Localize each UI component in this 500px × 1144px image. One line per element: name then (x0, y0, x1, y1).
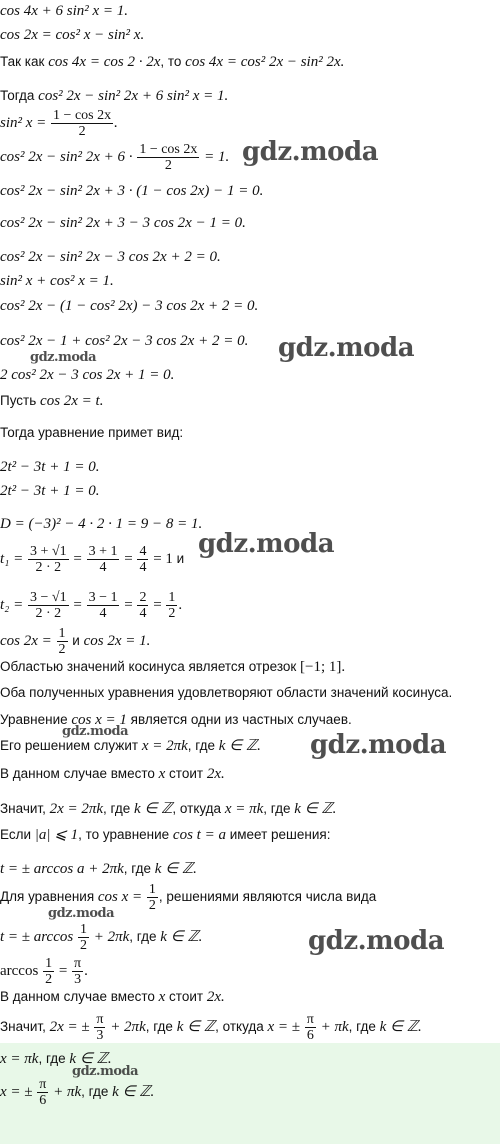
eq-line-21: cos 2x = $\frac{1}{2}$ и cos 2x = 1. (0, 626, 151, 657)
text-line-30: Для уравнения cos x = $\frac{1}{2}$ , решениями являются числа вида (0, 882, 377, 913)
eq-line-2: cos 2x = cos² x − sin² x. (0, 27, 145, 43)
watermark-logo: gdz.moda (242, 137, 379, 167)
eq-line-6: cos² 2x − sin² 2x + 6 · $\frac{1 - \cos 2x}{2}$ = 1. (0, 142, 230, 173)
text-line-27: Значит, 2x = 2πk, где k ∈ ℤ, откуда x = πk, где k ∈ ℤ. (0, 801, 337, 817)
fraction: $\frac{1 - \cos 2x}{2}$ (53, 108, 112, 139)
eq-line-12: cos² 2x − 1 + cos² 2x − 3 cos 2x + 2 = 0. (0, 333, 249, 349)
text-line-25: Его решением служит x = 2πk, где k ∈ ℤ. (0, 738, 261, 754)
text-line-14: Пусть cos 2x = t. (0, 393, 104, 409)
text-line-34: Значит, 2x = ± $\frac{\pi}{3}$ + 2πk, где k ∈ ℤ, откуда x = ± $\frac{\pi}{6}$ + πk, где k ∈ ℤ. (0, 1012, 422, 1043)
watermark-logo: gdz.moda (30, 350, 97, 365)
text-line-4: Тогда cos² 2x − sin² 2x + 6 sin² x = 1. (0, 88, 229, 104)
text-line-28: Если |a| ⩽ 1, то уравнение cos t = a имеет решения: (0, 827, 331, 843)
watermark-logo: gdz.moda (278, 333, 415, 363)
eq-line-17: 2t² − 3t + 1 = 0. (0, 483, 100, 499)
watermark-logo: gdz.moda (310, 730, 447, 760)
fraction: $\frac{3 + 1}{4}$ (88, 544, 118, 575)
eq-line-20: t₂ = $\frac{3 - √1}{2 \cdot 2}$ = $\frac{3 - 1}{4}$ = $\frac{2}{4}$ = $\frac{1}{2}$ . (0, 590, 183, 621)
watermark-logo: gdz.moda (198, 529, 335, 559)
eq-line-5: sin² x = $\frac{1 - \cos 2x}{2}$ . (0, 108, 118, 139)
fraction: $\frac{\pi}{6}$ (39, 1077, 47, 1108)
fraction: $\frac{1}{2}$ (168, 590, 176, 621)
text-line-29: t = ± arccos a + 2πk, где k ∈ ℤ. (0, 861, 197, 877)
fraction: $\frac{\pi}{3}$ (74, 956, 82, 987)
fraction: $\frac{2}{4}$ (139, 590, 147, 621)
text-line-33: В данном случае вместо x стоит 2x. (0, 989, 225, 1005)
watermark-logo: gdz.moda (48, 906, 115, 921)
text-line-3: Так как cos 4x = cos 2 · 2x, то cos 4x = cos² 2x − sin² 2x. (0, 54, 345, 70)
eq-line-1: cos 4x + 6 sin² x = 1. (0, 3, 129, 19)
eq-line-13: 2 cos² 2x − 3 cos 2x + 1 = 0. (0, 367, 175, 383)
fraction: $\frac{\pi}{3}$ (96, 1012, 104, 1043)
fraction: $\frac{1 - \cos 2x}{2}$ (139, 142, 198, 173)
eq-line-8: cos² 2x − sin² 2x + 3 − 3 cos 2x − 1 = 0. (0, 215, 246, 231)
fraction: $\frac{1}{2}$ (45, 956, 53, 987)
text-line-22: Областью значений косинуса является отрезок [−1; 1]. (0, 659, 346, 675)
eq-line-11: cos² 2x − (1 − cos² 2x) − 3 cos 2x + 2 = 0. (0, 298, 259, 314)
eq-line-18: D = (−3)² − 4 · 2 · 1 = 9 − 8 = 1. (0, 516, 203, 532)
text-line-23: Оба полученных уравнения удовлетворяют области значений косинуса. (0, 685, 453, 700)
fraction: $\frac{3 - √1}{2 \cdot 2}$ (30, 590, 67, 621)
watermark-logo: gdz.moda (62, 724, 129, 739)
eq-line-19: t₁ = $\frac{3 + √1}{2 \cdot 2}$ = $\frac{3 + 1}{4}$ = $\frac{4}{4}$ = 1 и (0, 544, 185, 575)
watermark-logo: gdz.moda (308, 926, 445, 956)
fraction: $\frac{3 + √1}{2 \cdot 2}$ (30, 544, 67, 575)
eq-line-16: 2t² − 3t + 1 = 0. (0, 459, 100, 475)
fraction: $\frac{4}{4}$ (139, 544, 147, 575)
eq-line-10: sin² x + cos² x = 1. (0, 273, 114, 289)
watermark-logo: gdz.moda (72, 1064, 139, 1079)
fraction: $\frac{1}{2}$ (58, 626, 66, 657)
text-line-15: Тогда уравнение примет вид: (0, 425, 184, 440)
eq-line-32: arccos $\frac{1}{2}$ = $\frac{\pi}{3}$ . (0, 956, 88, 987)
fraction: $\frac{\pi}{6}$ (306, 1012, 314, 1043)
eq-line-31: t = ± arccos $\frac{1}{2}$ + 2πk, где k ∈ ℤ. (0, 922, 203, 953)
text-line-26: В данном случае вместо x стоит 2x. (0, 766, 225, 782)
fraction: $\frac{1}{2}$ (79, 922, 87, 953)
eq-line-7: cos² 2x − sin² 2x + 3 · (1 − cos 2x) − 1 = 0. (0, 183, 264, 199)
answer-line-1: x = πk, где k ∈ ℤ. (0, 1051, 112, 1067)
answer-line-2: x = ± $\frac{\pi}{6}$ + πk, где k ∈ ℤ. (0, 1077, 155, 1108)
fraction: $\frac{1}{2}$ (148, 882, 156, 913)
fraction: $\frac{3 - 1}{4}$ (88, 590, 118, 621)
text-line-24: Уравнение cos x = 1 является одни из частных случаев. (0, 712, 352, 728)
eq-line-9: cos² 2x − sin² 2x − 3 cos 2x + 2 = 0. (0, 249, 221, 265)
